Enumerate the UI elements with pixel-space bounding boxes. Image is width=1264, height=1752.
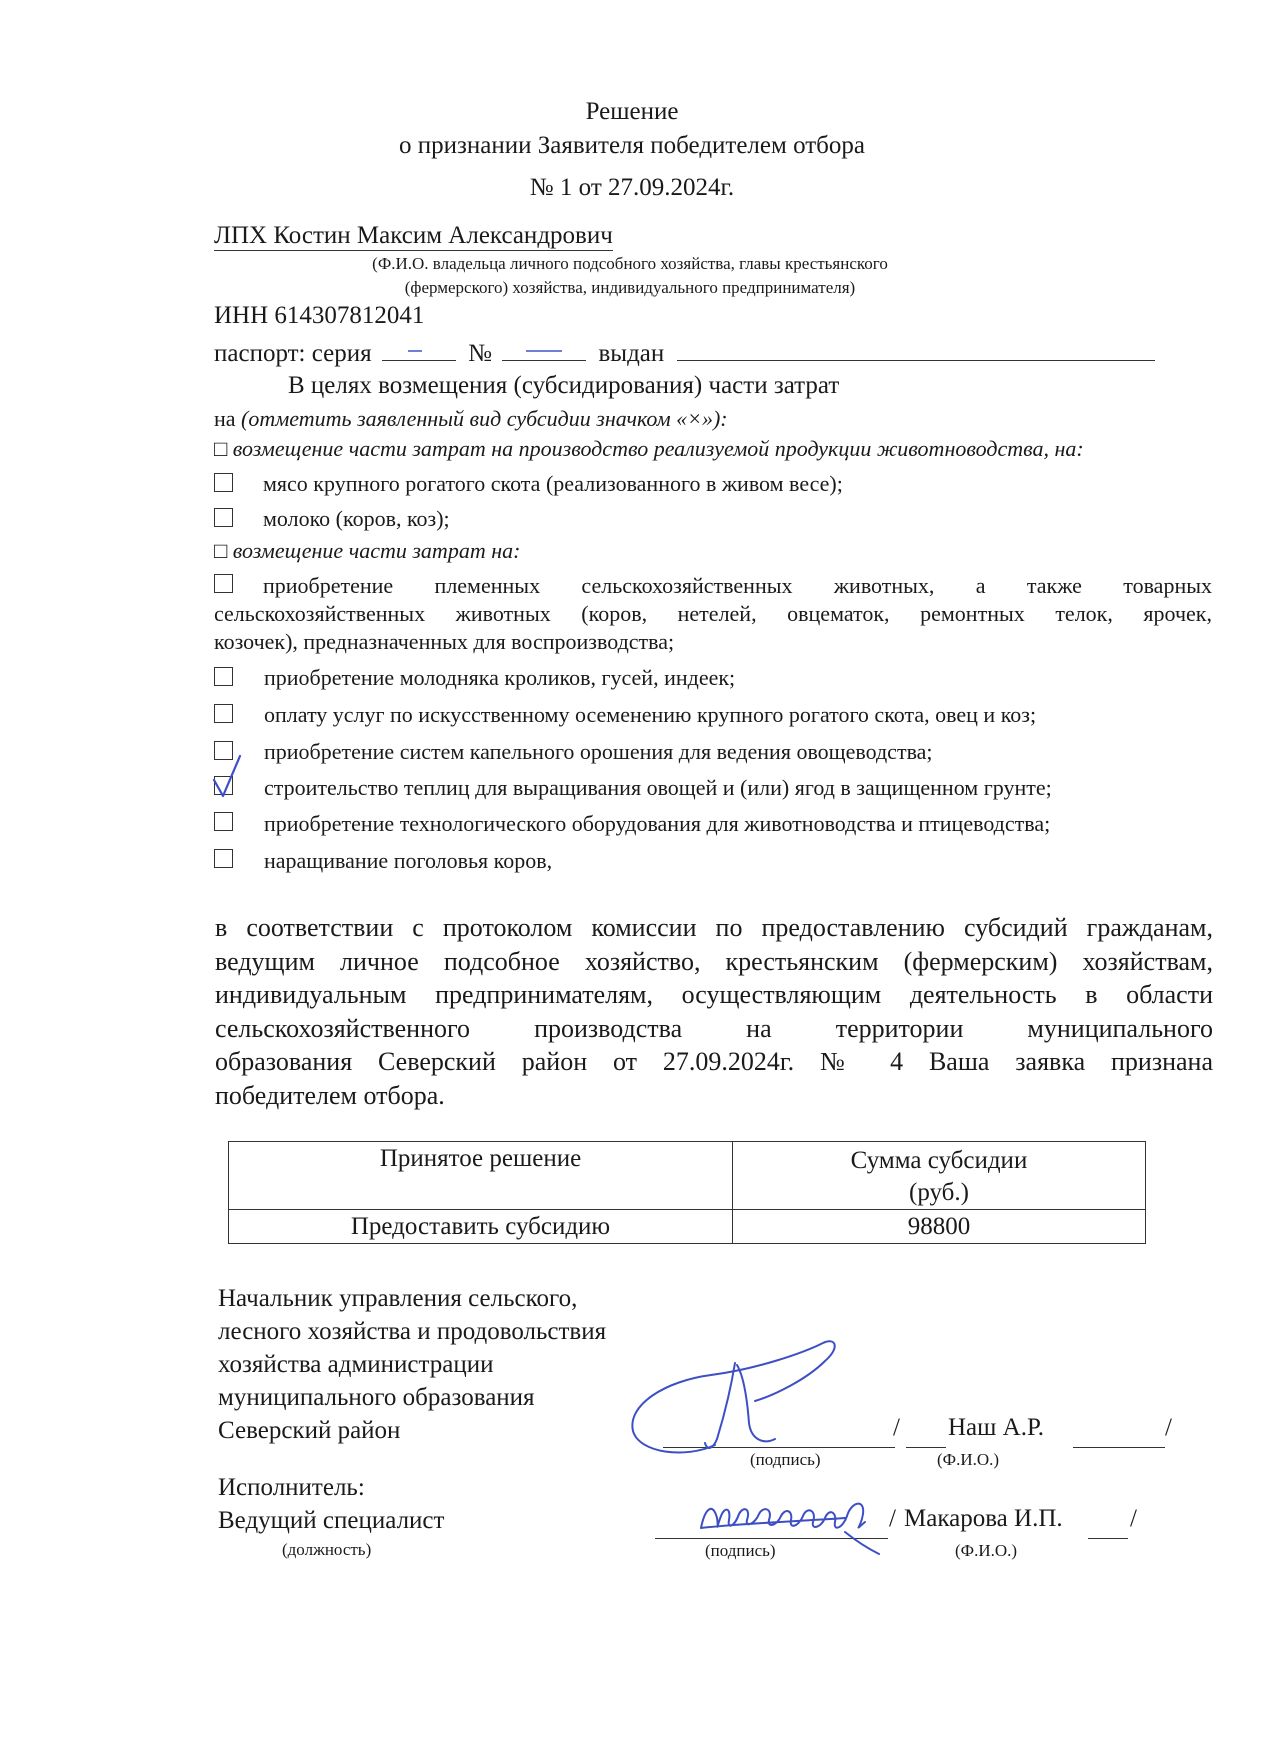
passport-number-label: № <box>468 340 492 367</box>
signatory-name-suffix-line <box>1073 1447 1165 1448</box>
applicant-name: ЛПХ Костин Максим Александрович <box>214 222 613 249</box>
checkbox-meat[interactable] <box>214 473 233 492</box>
option-cows: наращивание поголовья коров, <box>264 848 553 873</box>
decision-paragraph <box>215 911 1213 1112</box>
signatory-name-prefix-line <box>906 1447 946 1448</box>
passport-issued-label: выдан <box>598 340 665 367</box>
purpose-heading: В целях возмещения (субсидирования) части затрат <box>288 372 840 399</box>
amount-cell: 98800 <box>733 1210 1146 1244</box>
executor-sign-label: (подпись) <box>705 1541 776 1560</box>
executor-signature-icon <box>695 1488 895 1558</box>
passport-number-blank <box>502 338 586 361</box>
signatory-position <box>218 1282 606 1447</box>
checkbox-young-animals[interactable] <box>214 667 233 686</box>
option-breeding-animals <box>214 572 1212 656</box>
option-greenhouses: строительство теплиц для выращивания овощей и (или) ягод в защищенном грунте; <box>264 775 1052 800</box>
group2-heading: □ возмещение части затрат на: <box>214 538 521 563</box>
executor-fio-label: (Ф.И.О.) <box>955 1541 1018 1560</box>
option-young-animals: приобретение молодняка кроликов, гусей, индеек; <box>264 665 736 690</box>
checkmark-icon <box>210 752 244 800</box>
executor-position-label: (должность) <box>282 1540 372 1559</box>
applicant-inn: ИНН 614307812041 <box>214 302 425 329</box>
purpose-instruction <box>214 406 728 432</box>
col2-header <box>733 1142 1146 1210</box>
signatory-slash-end: / <box>1165 1414 1172 1441</box>
signatory-fio-label: (Ф.И.О.) <box>937 1450 1000 1469</box>
signatory-position-line: хозяйства администрации <box>218 1351 494 1378</box>
checkbox-insemination[interactable] <box>214 704 233 723</box>
option-insemination: оплату услуг по искусственному осеменению крупного рогатого скота, овец и коз; <box>264 702 1037 727</box>
passport-line <box>214 338 1155 368</box>
table-header-row <box>229 1142 1146 1210</box>
checkbox-equipment[interactable] <box>214 812 233 831</box>
passport-series-label: паспорт: серия <box>214 340 372 367</box>
checkbox-cows[interactable] <box>214 849 233 868</box>
decision-cell: Предоставить субсидию <box>229 1210 733 1244</box>
purpose-instruction-text: (отметить заявленный вид субсидии значком «×»): <box>241 406 728 431</box>
option-breeding-animals-line3: козочек), предназначенных для воспроизводства; <box>214 629 675 654</box>
decision-line: в соответствии с протоколом комиссии по предоставлению субсидий гражданам, <box>215 913 1213 942</box>
executor-position: Ведущий специалист <box>218 1507 445 1534</box>
decision-table <box>228 1141 1146 1244</box>
decision-line: ведущим личное подсобное хозяйство, крестьянским (фермерским) хозяйствам, <box>215 946 1213 976</box>
option-milk: молоко (коров, коз); <box>263 506 450 531</box>
passport-series-strike <box>408 350 422 352</box>
decision-line: образования Северский район от 27.09.2024г. № 4 Ваша заявка признана <box>215 1047 1213 1076</box>
applicant-note-line2: (фермерского) хозяйства, индивидуального предпринимателя) <box>404 278 856 297</box>
signatory-signature-icon <box>625 1335 845 1465</box>
signatory-sign-label: (подпись) <box>750 1450 821 1469</box>
option-breeding-animals-line2: сельскохозяйственных животных (коров, нетелей, овцематок, ремонтных телок, ярочек, <box>214 601 1212 626</box>
signatory-position-line: муниципального образования <box>218 1384 535 1411</box>
decision-line: индивидуальным предпринимателям, осуществляющим деятельность в области <box>215 980 1213 1009</box>
passport-series-blank <box>382 338 456 361</box>
option-drip-irrigation: приобретение систем капельного орошения для ведения овощеводства; <box>264 739 933 764</box>
executor-name: Макарова И.П. <box>904 1505 1063 1532</box>
group1-heading: □ возмещение части затрат на производство реализуемой продукции животноводства, на: <box>214 436 1084 461</box>
passport-issued-blank <box>677 338 1155 361</box>
option-breeding-animals-line1: приобретение племенных сельскохозяйственных животных, а также товарных <box>263 573 1212 598</box>
signatory-position-line: лесного хозяйства и продовольствия <box>218 1318 607 1345</box>
signatory-position-line: Северский район <box>218 1417 401 1444</box>
signatory-slash: / <box>893 1414 900 1441</box>
executor-slash-end: / <box>1130 1505 1137 1532</box>
executor-name-suffix-line <box>1088 1538 1128 1539</box>
col2-header-line2: (руб.) <box>909 1179 969 1206</box>
table-row <box>229 1210 1146 1244</box>
col2-header-line1: Сумма субсидии <box>850 1147 1028 1174</box>
col1-header: Принятое решение <box>229 1142 733 1210</box>
checkbox-milk[interactable] <box>214 508 233 527</box>
executor-label: Исполнитель: <box>218 1474 365 1501</box>
option-equipment: приобретение технологического оборудования для животноводства и птицеводства; <box>264 811 1051 836</box>
signatory-name: Наш А.Р. <box>948 1414 1044 1441</box>
executor-slash: / <box>889 1505 896 1532</box>
document-subtitle: о признании Заявителя победителем отбора <box>398 132 865 159</box>
decision-line: сельскохозяйственного производства на территории муниципального <box>215 1013 1213 1043</box>
purpose-instruction-prefix: на <box>214 406 242 431</box>
document-title: Решение <box>585 98 679 125</box>
passport-number-strike <box>526 350 562 352</box>
option-meat: мясо крупного рогатого скота (реализованного в живом весе); <box>263 471 843 496</box>
document-number: № 1 от 27.09.2024г. <box>529 174 735 201</box>
signatory-position-line: Начальник управления сельского, <box>218 1285 578 1312</box>
applicant-note-line1: (Ф.И.О. владельца личного подсобного хозяйства, главы крестьянского <box>372 254 888 273</box>
decision-line: победителем отбора. <box>215 1080 445 1110</box>
